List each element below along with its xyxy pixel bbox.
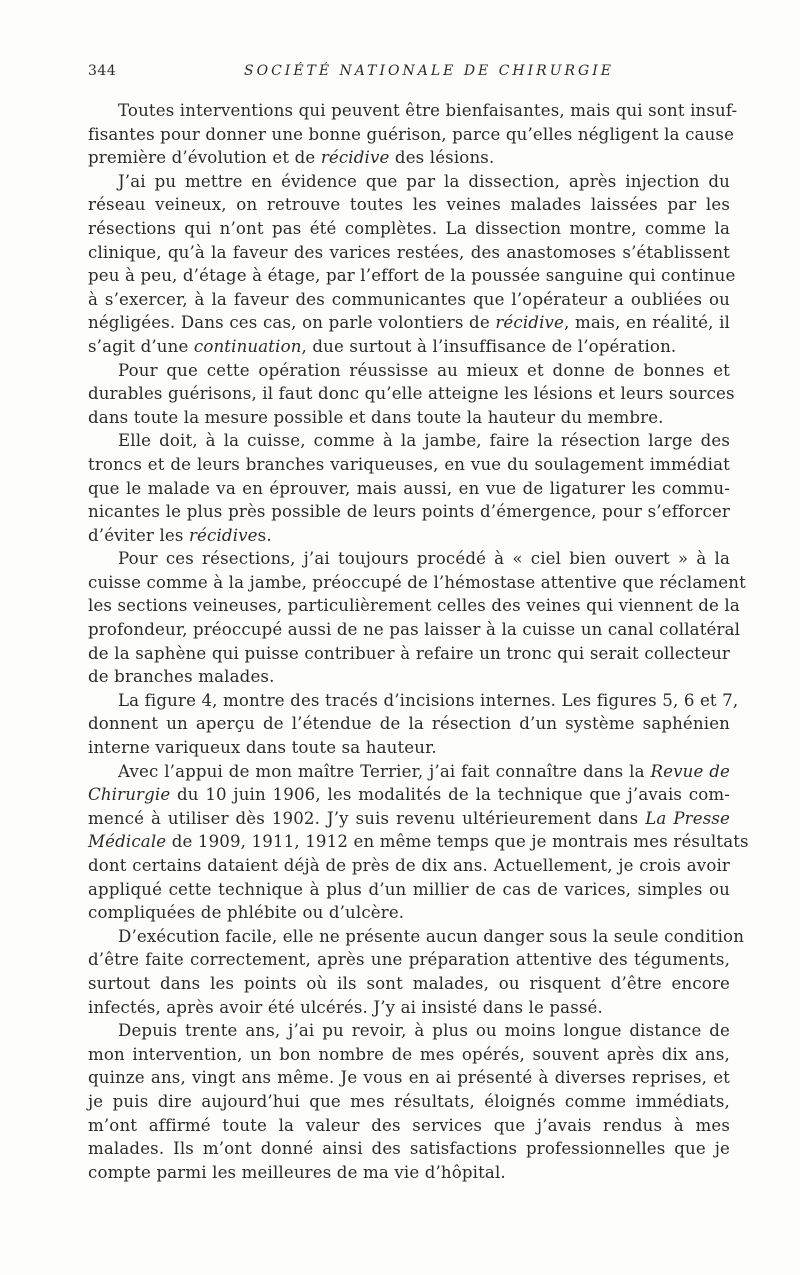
text-line: donnent un aperçu de l’étendue de la résection d’un système saphénien	[88, 714, 730, 734]
running-head	[88, 63, 730, 83]
text-line: Toutes interventions qui peuvent être bienfaisantes, mais qui sont insuf-	[118, 101, 738, 120]
paragraph	[88, 547, 746, 689]
paragraph	[88, 689, 739, 760]
text-line: cuisse comme à la jambe, préoccupé de l’hémostase attentive que réclament	[88, 572, 746, 592]
text-line: Pour que cette opération réussisse au mieux et donne de bonnes et	[118, 360, 730, 380]
text-line: première d’évolution et de récidive des lésions.	[88, 148, 495, 168]
text-line: Elle doit, à la cuisse, comme à la jambe, faire la résection large des	[118, 431, 730, 451]
text-line: compliquées de phlébite ou d’ulcère.	[88, 903, 405, 923]
paragraph	[88, 429, 730, 547]
paragraph	[88, 99, 738, 170]
page-number: 344	[88, 63, 117, 79]
text-line: La figure 4, montre des tracés d’incisions internes. Les figures 5, 6 et 7,	[118, 690, 739, 710]
text-line: clinique, qu’à la faveur des varices restées, des anastomoses s’établissent	[88, 242, 730, 262]
paragraph	[88, 1019, 730, 1184]
text-line: appliqué cette technique à plus d’un millier de cas de varices, simples ou	[88, 879, 730, 899]
text-line: Médicale de 1909, 1911, 1912 en même temps que je montrais mes résultats	[88, 832, 749, 852]
text-line: peu à peu, d’étage à étage, par l’effort de la poussée sanguine qui continue	[88, 266, 736, 286]
text-line: de branches malades.	[88, 667, 275, 687]
text-line: dans toute la mesure possible et dans toute la hauteur du membre.	[88, 407, 664, 427]
text-line: D’exécution facile, elle ne présente aucun danger sous la seule condition	[118, 926, 745, 946]
text-line: compte parmi les meilleures de ma vie d’hôpital.	[88, 1162, 506, 1182]
text-line: de la saphène qui puisse contribuer à refaire un tronc qui serait collecteur	[88, 643, 730, 663]
text-line: malades. Ils m’ont donné ainsi des satisfactions professionnelles que je	[88, 1139, 730, 1159]
paragraph	[88, 170, 736, 359]
text-line: profondeur, préoccupé aussi de ne pas laisser à la cuisse un canal collatéral	[88, 620, 741, 640]
text-line: mencé à utiliser dès 1902. J’y suis revenu ultérieurement dans La Presse	[88, 808, 730, 828]
body-text	[88, 99, 749, 1184]
text-line: à s’exercer, à la faveur des communicantes que l’opérateur a oubliées ou	[88, 289, 730, 309]
text-line: quinze ans, vingt ans même. Je vous en ai présenté à diverses reprises, et	[88, 1068, 730, 1088]
text-line: Avec l’appui de mon maître Terrier, j’ai fait connaître dans la Revue de	[118, 761, 730, 781]
text-line: dont certains dataient déjà de près de dix ans. Actuellement, je crois avoir	[88, 856, 730, 875]
text-line: mon intervention, un bon nombre de mes opérés, souvent après dix ans,	[88, 1044, 730, 1064]
text-line: surtout dans les points où ils sont malades, ou risquent d’être encore	[88, 973, 730, 993]
text-line: négligées. Dans ces cas, on parle volontiers de récidive, mais, en réalité, il	[88, 313, 730, 333]
text-line: durables guérisons, il faut donc qu’elle atteigne les lésions et leurs sources	[88, 384, 735, 404]
text-line: fisantes pour donner une bonne guérison, parce qu’elles négligent la cause	[88, 124, 735, 144]
text-line: interne variqueux dans toute sa hauteur.	[88, 738, 437, 758]
text-line: que le malade va en éprouver, mais aussi, en vue de ligaturer les commu-	[88, 478, 730, 498]
text-line: J’ai pu mettre en évidence que par la dissection, après injection du	[118, 171, 730, 191]
running-head-title: SOCIÉTÉ NATIONALE DE CHIRURGIE	[244, 63, 614, 79]
paragraph	[88, 760, 749, 925]
text-line: Pour ces résections, j’ai toujours procédé à « ciel bien ouvert » à la	[118, 549, 730, 569]
text-line: d’être faite correctement, après une préparation attentive des téguments,	[88, 950, 730, 970]
text-line: troncs et de leurs branches variqueuses, en vue du soulagement immédiat	[88, 454, 730, 474]
paragraph	[88, 359, 735, 430]
text-line: d’éviter les récidives.	[88, 525, 272, 545]
text-line: Depuis trente ans, j’ai pu revoir, à plus ou moins longue distance de	[118, 1021, 730, 1041]
text-line: infectés, après avoir été ulcérés. J’y ai insisté dans le passé.	[88, 997, 603, 1017]
text-line: réseau veineux, on retrouve toutes les veines malades laissées par les	[88, 195, 730, 215]
text-line: m’ont affirmé toute la valeur des services que j’avais rendus à mes	[88, 1115, 730, 1135]
text-line: je puis dire aujourd’hui que mes résultats, éloignés comme immédiats,	[88, 1091, 730, 1111]
text-line: Chirurgie du 10 juin 1906, les modalités de la technique que j’avais com-	[88, 785, 730, 805]
text-line: nicantes le plus près possible de leurs points d’émergence, pour s’efforcer	[88, 502, 730, 522]
text-line: résections qui n’ont pas été complètes. La dissection montre, comme la	[88, 218, 730, 238]
text-line: les sections veineuses, particulièrement celles des veines qui viennent de la	[88, 596, 740, 616]
text-line: s’agit d’une continuation, due surtout à l’insuffisance de l’opération.	[88, 336, 677, 356]
paragraph	[88, 925, 745, 1019]
